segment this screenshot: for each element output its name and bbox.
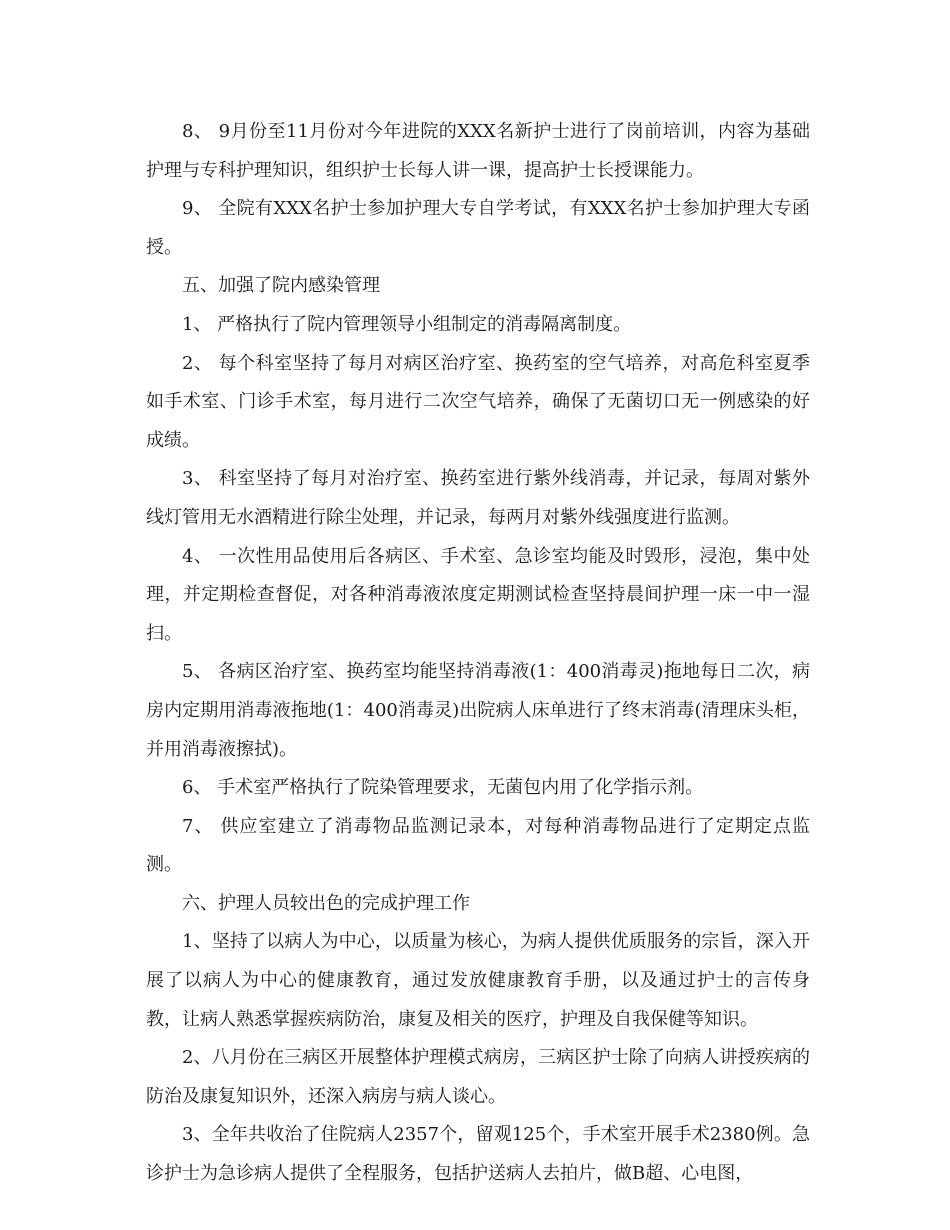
paragraph-item-2-air-culture: 2、 每个科室坚持了每月对病区治疗室、换药室的空气培养，对高危科室夏季如手术室、门诊手术室，每月进行二次空气培养，确保了无菌切口无一例感染的好成绩。 <box>146 352 810 451</box>
paragraph-item-9-exam: 9、 全院有XXX名护士参加护理大专自学考试，有XXX名护士参加护理大专函授。 <box>146 198 810 258</box>
paragraph-item-1-patient-centered: 1、坚持了以病人为中心，以质量为核心，为病人提供优质服务的宗旨，深入开展了以病人为中心的健康教育，通过发放健康教育手册，以及通过护士的言传身教，让病人熟悉掌握疾病防治，康复及相关的医疗，护理及自我保健等知识。 <box>146 931 810 1030</box>
section-heading-nursing-work: 六、护理人员较出色的完成护理工作 <box>182 892 470 914</box>
paragraph-item-1-isolation: 1、 严格执行了院内管理领导小组制定的消毒隔离制度。 <box>182 313 632 335</box>
paragraph-item-3-statistics: 3、全年共收治了住院病人2357个，留观125个，手术室开展手术2380例。急诊护士为急诊病人提供了全程服务，包括护送病人去拍片，做B超、心电图， <box>146 1124 810 1185</box>
paragraph-item-7-supply-room: 7、 供应室建立了消毒物品监测记录本，对每种消毒物品进行了定期定点监测。 <box>146 815 810 876</box>
paragraph-item-8-training: 8、 9月份至11月份对今年进院的XXX名新护士进行了岗前培训，内容为基础护理与专科护理知识，组织护士长每人讲一课，提高护士长授课能力。 <box>146 121 810 181</box>
paragraph-item-3-uv-disinfection: 3、 科室坚持了每月对治疗室、换药室进行紫外线消毒，并记录，每周对紫外线灯管用无水酒精进行除尘处理，并记录，每两月对紫外线强度进行监测。 <box>146 468 810 528</box>
paragraph-item-2-holistic-care: 2、八月份在三病区开展整体护理模式病房，三病区护士除了向病人讲授疾病的防治及康复知识外，还深入病房与病人谈心。 <box>146 1047 810 1107</box>
paragraph-item-5-floor-disinfection: 5、 各病区治疗室、换药室均能坚持消毒液(1：400消毒灵)拖地每日二次，病房内定期用消毒液拖地(1：400消毒灵)出院病人床单进行了终末消毒(清理床头柜，并用消毒液擦拭)。 <box>146 661 810 760</box>
paragraph-item-4-disposables: 4、 一次性用品使用后各病区、手术室、急诊室均能及时毁形，浸泡，集中处理，并定期检查督促，对各种消毒液浓度定期测试检查坚持晨间护理一床一中一湿扫。 <box>146 545 810 644</box>
document-body <box>146 113 810 1194</box>
section-heading-infection-control: 五、加强了院内感染管理 <box>182 275 380 297</box>
paragraph-item-6-operating-room: 6、 手术室严格执行了院染管理要求，无菌包内用了化学指示剂。 <box>182 777 704 799</box>
